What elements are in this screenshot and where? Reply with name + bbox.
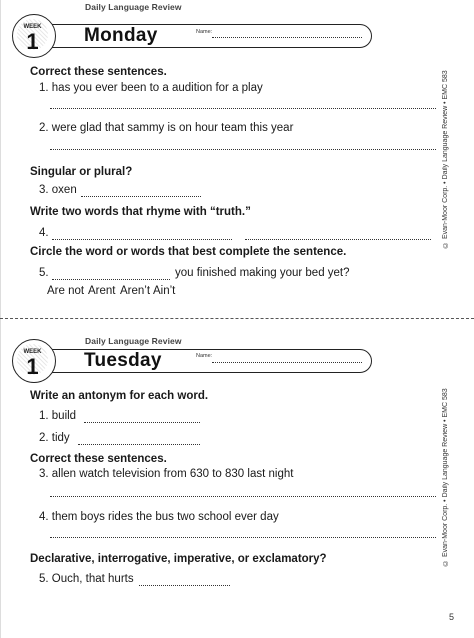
section-heading-sentence-type: Declarative, interrogative, imperative, or exclamatory? <box>30 553 327 565</box>
week-label: WEEK <box>23 24 42 30</box>
question-2: 2. were glad that sammy is on hour team this year <box>39 122 294 134</box>
week-badge <box>12 339 56 383</box>
question-4: 4. <box>39 227 49 239</box>
week-badge-pattern <box>17 19 48 54</box>
question-4: 4. them boys rides the bus two school ever day <box>39 511 279 523</box>
question-3: 3. allen watch television from 630 to 830 last night <box>39 468 294 480</box>
answer-line-4[interactable] <box>50 537 436 538</box>
week-badge <box>12 14 56 58</box>
choice-are-not[interactable]: Are not <box>47 285 85 297</box>
answer-line-4a[interactable] <box>52 239 232 240</box>
cut-line <box>0 318 474 319</box>
question-3: 3. oxen <box>39 184 77 196</box>
copyright-credit: © Evan-Moor Corp. • Daily Language Review • EMC 583 <box>442 388 449 567</box>
answer-line-2[interactable] <box>78 444 200 445</box>
name-line[interactable] <box>212 362 362 363</box>
day-title: Tuesday <box>84 350 162 371</box>
series-title: Daily Language Review <box>85 336 182 346</box>
answer-line-1[interactable] <box>84 422 200 423</box>
week-label: WEEK <box>23 349 42 355</box>
answer-line-3[interactable] <box>50 496 436 497</box>
question-1: 1. build <box>39 410 77 422</box>
name-line[interactable] <box>212 37 362 38</box>
week-badge-pattern <box>17 344 48 379</box>
answer-line-5[interactable] <box>139 585 230 586</box>
section-heading-correct: Correct these sentences. <box>30 66 167 78</box>
answer-line-3[interactable] <box>81 196 201 197</box>
page-number: 5 <box>449 612 455 622</box>
copyright-credit: © Evan-Moor Corp. • Daily Language Review • EMC 583 <box>442 70 449 249</box>
choice-arent-apostrophe[interactable]: Aren’t <box>120 285 151 297</box>
answer-line-2[interactable] <box>50 149 436 150</box>
day-title: Monday <box>84 25 158 46</box>
section-heading-antonym: Write an antonym for each word. <box>30 390 209 402</box>
name-label: Name: <box>196 353 213 359</box>
section-heading-singular-plural: Singular or plural? <box>30 166 133 178</box>
answer-line-4b[interactable] <box>245 239 431 240</box>
series-title: Daily Language Review <box>85 2 182 12</box>
section-heading-circle: Circle the word or words that best complete the sentence. <box>30 246 347 258</box>
section-heading-rhyme: Write two words that rhyme with “truth.” <box>30 206 251 218</box>
question-1: 1. has you ever been to a audition for a play <box>39 82 263 94</box>
question-5-number: 5. <box>39 267 49 279</box>
section-heading-correct: Correct these sentences. <box>30 453 167 465</box>
answer-line-1[interactable] <box>50 108 436 109</box>
answer-line-5[interactable] <box>52 279 170 280</box>
name-label: Name: <box>196 29 213 35</box>
week-number: 1 <box>26 29 39 54</box>
question-2: 2. tidy <box>39 432 70 444</box>
choice-aint[interactable]: Ain’t <box>153 285 176 297</box>
question-5-text: you finished making your bed yet? <box>175 267 350 279</box>
choice-arent[interactable]: Arent <box>88 285 116 297</box>
question-5: 5. Ouch, that hurts <box>39 573 134 585</box>
week-number: 1 <box>26 354 39 379</box>
